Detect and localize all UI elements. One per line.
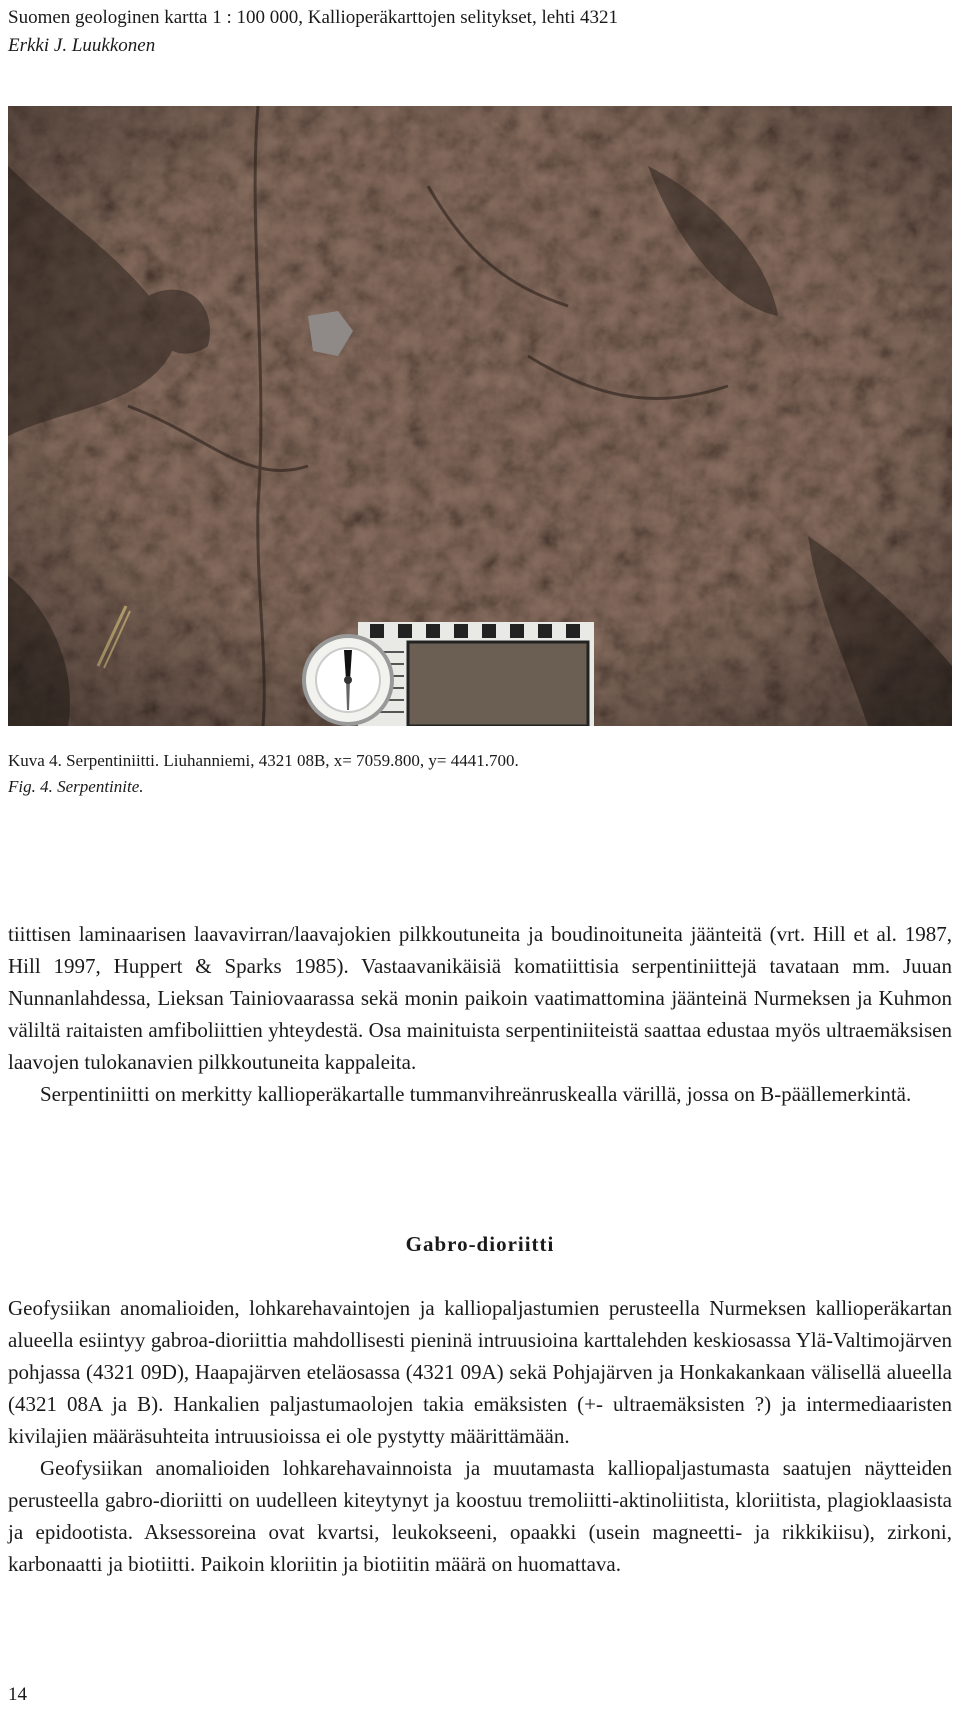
caption-finnish: Kuva 4. Serpentiniitti. Liuhanniemi, 4321 08B, x= 7059.800, y= 4441.700. (8, 751, 519, 770)
section-gabbro-text (8, 1292, 952, 1580)
serpentinite-photo (8, 106, 952, 726)
section-serpentinite-text (8, 918, 952, 1110)
paragraph: Serpentiniitti on merkitty kallioperäkartalle tummanvihreänruskealla värillä, jossa on B-päällemerkintä. (40, 1082, 912, 1106)
compass-scale-icon (298, 622, 598, 726)
page-header (8, 4, 618, 60)
paragraph: tiittisen laminaarisen laavavirran/laavajokien pilkkoutuneita ja boudinoituneita jäänteitä (vrt. Hill et al. 1987, Hill 1997, Huppert & Sparks 1985). Vastaavanikäisiä komatiittisia serpentiniittejä tavataan mm. Juuan Nunnanlahdessa, Lieksan Tainiovaarassa sekä monin paikoin vaatimattomina jäänteinä Nurmeksen ja Kuhmon väliltä raitaisten amfiboliittien yhteydestä. Osa mainituista serpentiniiteistä saattaa edustaa myös ultraemäksisen laavojen tulokanavien pilkkoutuneita kappaleita. (8, 922, 952, 1074)
caption-english: Fig. 4. Serpentinite. (8, 777, 144, 796)
paragraph: Geofysiikan anomalioiden, lohkarehavaintojen ja kalliopaljastumien perusteella Nurmeksen kallioperäkartan alueella esiintyy gabroa-dioriittia mahdollisesti pieninä intruusioina karttalehden keskiosassa Ylä-Valtimojärven pohjassa (4321 09D), Haapajärven eteläosassa (4321 09A) sekä Pohjajärven ja Honkakankaan välisellä alueella (4321 08A ja B). Hankalien paljastumaolojen takia emäksisten (+- ultraemäksisten ?) ja intermediaaristen kivilajien määräsuhteita intruusioissa ei ole pystytty määrittämään. (8, 1296, 952, 1448)
series-title: Suomen geologinen kartta 1 : 100 000, Kallioperäkarttojen selitykset, lehti 4321 (8, 7, 618, 28)
paragraph: Geofysiikan anomalioiden lohkarehavainnoista ja muutamasta kalliopaljastumasta saatujen näytteiden perusteella gabro-dioriitti on uudelleen kiteytynyt ja koostuu tremoliitti-aktinoliitista, kloriitista, plagioklaasista ja epidootista. Aksessoreina ovat kvartsi, leukokseeni, opaakki (usein magneetti- ja rikkikiisu), zirkoni, karbonaatti ja biotiitti. Paikoin kloriitin ja biotiitin määrä on huomattava. (8, 1456, 952, 1576)
page-number: 14 (8, 1684, 27, 1705)
section-heading: Gabro-dioriitti (405, 1232, 555, 1256)
figure-caption (8, 748, 519, 800)
author-name: Erkki J. Luukkonen (8, 35, 156, 56)
